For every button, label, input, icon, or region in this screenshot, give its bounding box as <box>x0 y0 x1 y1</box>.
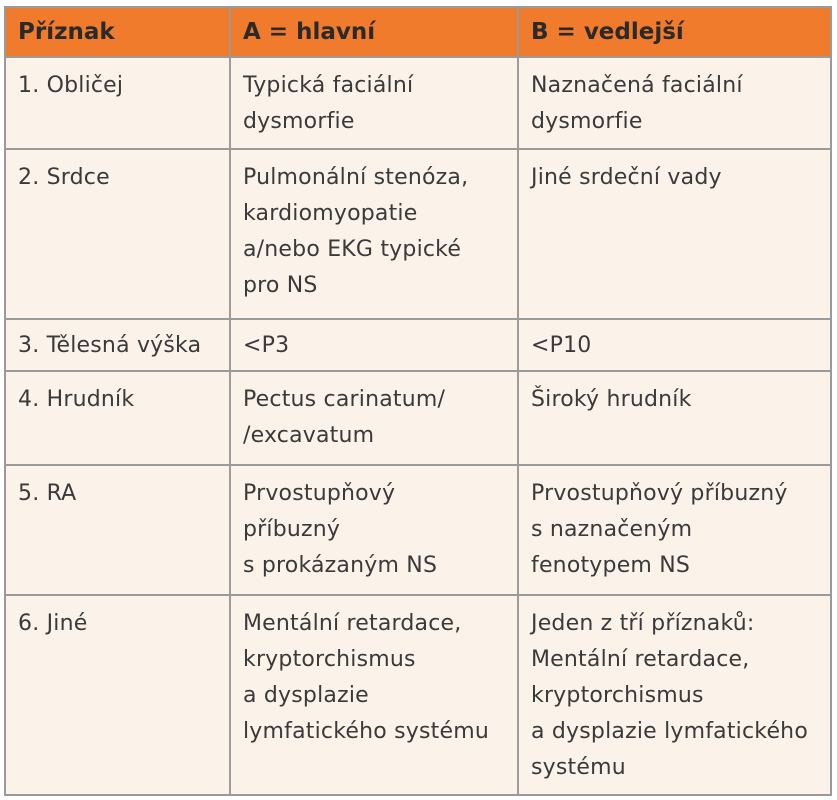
cell-minor: Jeden z tří příznaků: Mentální retardace, kryptorchismus a dysplazie lymfatického systému <box>518 595 831 795</box>
cell-major: Typická faciální dysmorfie <box>230 57 518 149</box>
cell-major: Prvostupňový příbuzný s prokázaným NS <box>230 465 518 595</box>
cell-minor: <P10 <box>518 319 831 371</box>
cell-minor: Prvostupňový příbuzný s naznačeným fenotypem NS <box>518 465 831 595</box>
cell-major: Mentální retardace, kryptorchismus a dysplazie lymfatického systému <box>230 595 518 795</box>
cell-major: <P3 <box>230 319 518 371</box>
table-row <box>5 319 831 371</box>
cell-major: Pectus carinatum/ /excavatum <box>230 371 518 465</box>
table-row <box>5 465 831 595</box>
cell-minor: Jiné srdeční vady <box>518 149 831 319</box>
table-row <box>5 149 831 319</box>
cell-minor: Široký hrudník <box>518 371 831 465</box>
cell-symptom: 6. Jiné <box>5 595 230 795</box>
criteria-table-container <box>4 6 830 794</box>
table-row <box>5 595 831 795</box>
header-symptom: Příznak <box>5 7 230 57</box>
cell-major: Pulmonální stenóza, kardiomyopatie a/nebo EKG typické pro NS <box>230 149 518 319</box>
cell-symptom: 2. Srdce <box>5 149 230 319</box>
table-row <box>5 57 831 149</box>
header-minor: B = vedlejší <box>518 7 831 57</box>
header-major: A = hlavní <box>230 7 518 57</box>
criteria-table <box>4 6 832 796</box>
table-row <box>5 371 831 465</box>
cell-symptom: 4. Hrudník <box>5 371 230 465</box>
cell-symptom: 1. Obličej <box>5 57 230 149</box>
table-header-row <box>5 7 831 57</box>
cell-symptom: 3. Tělesná výška <box>5 319 230 371</box>
cell-symptom: 5. RA <box>5 465 230 595</box>
cell-minor: Naznačená faciální dysmorfie <box>518 57 831 149</box>
